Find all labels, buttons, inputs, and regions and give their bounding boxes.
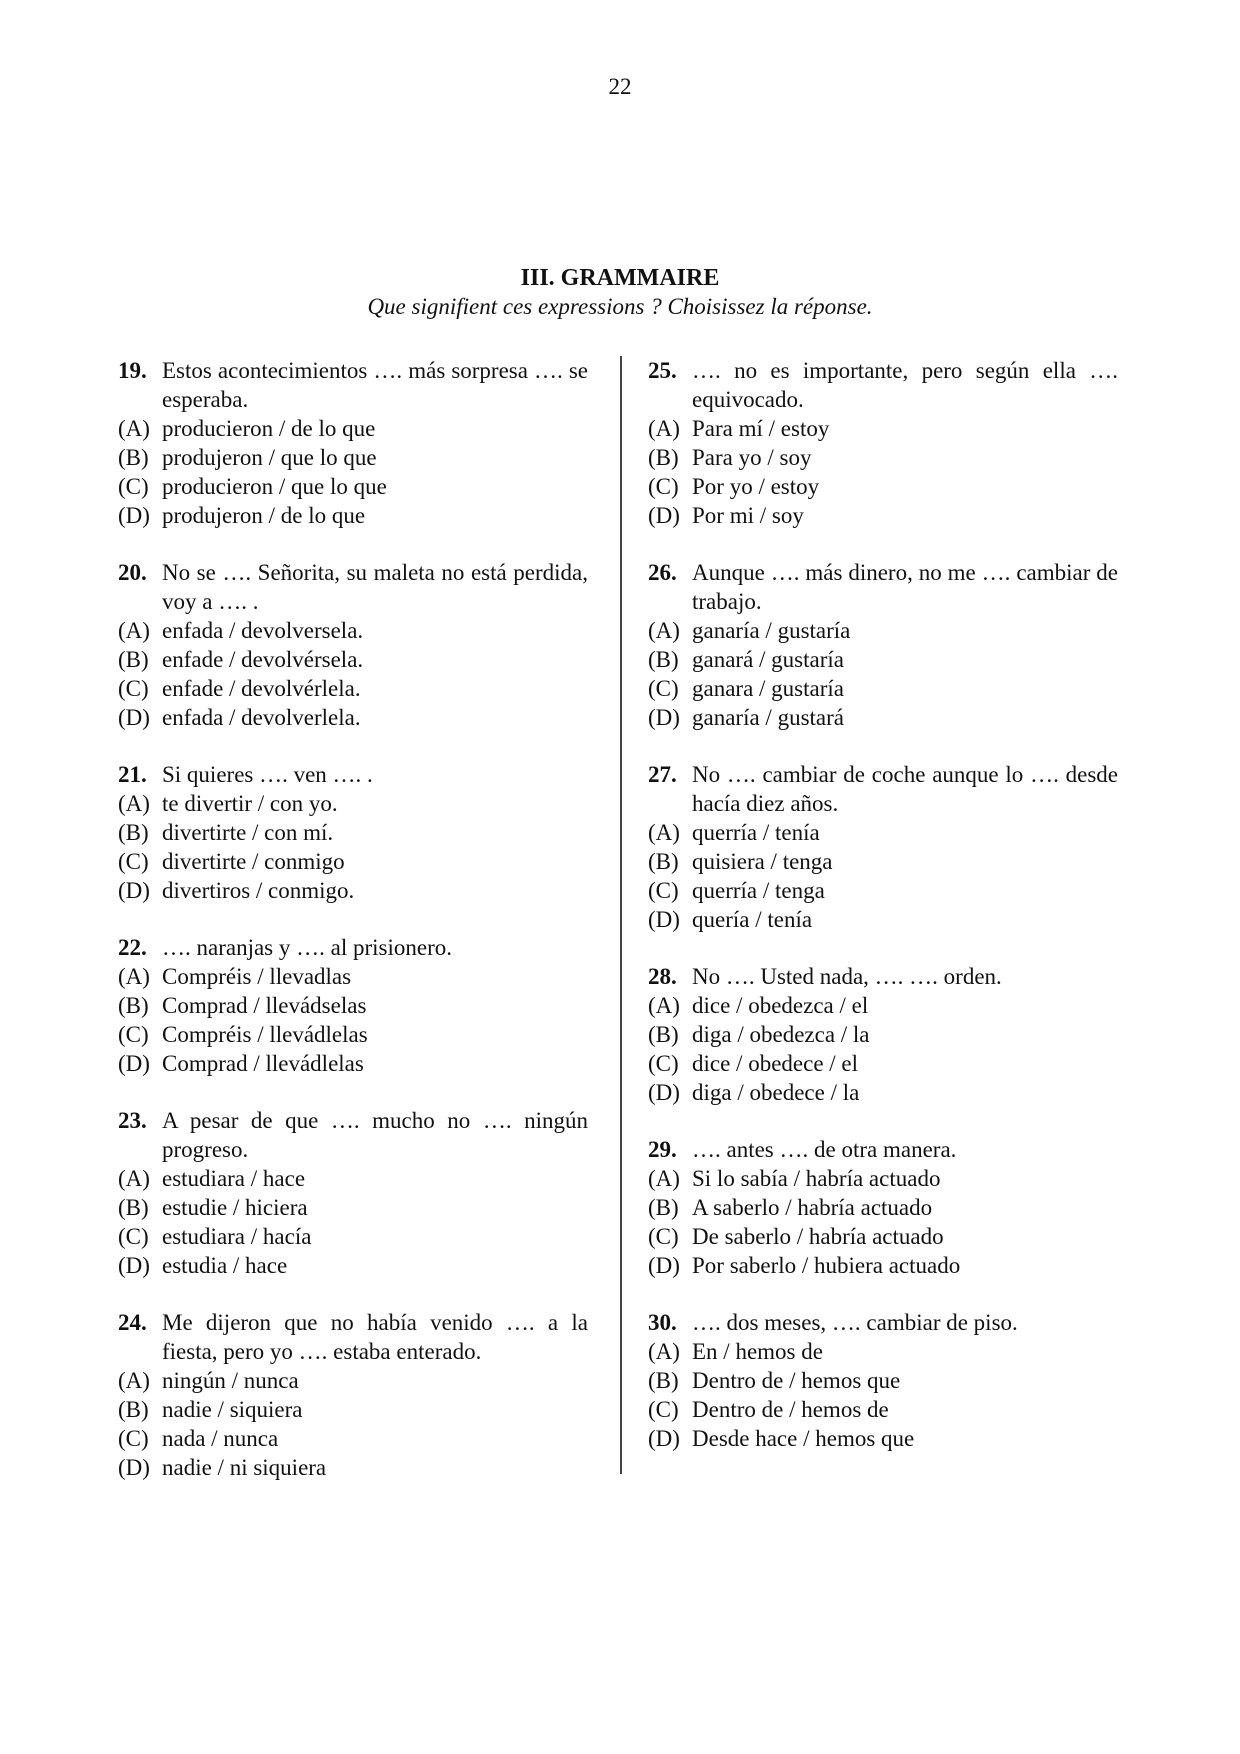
answer-option (648, 1337, 1118, 1366)
option-label: (C) (118, 1022, 149, 1047)
option-label: (B) (648, 445, 679, 470)
question-text: No se …. Señorita, su maleta no está perdida, voy a …. . (162, 560, 588, 614)
question-text: No …. cambiar de coche aunque lo …. desde hacía diez años. (692, 762, 1118, 816)
answer-option (648, 1366, 1118, 1395)
question-block (118, 933, 588, 1078)
answer-option (648, 674, 1118, 703)
answer-option (648, 1395, 1118, 1424)
option-label: (B) (118, 1397, 149, 1422)
option-text: quisiera / tenga (692, 849, 833, 874)
question-stem (118, 1106, 588, 1164)
right-question-column (648, 356, 1118, 1481)
question-stem (118, 760, 588, 789)
option-text: Compréis / llevádlelas (162, 1022, 368, 1047)
answer-option (118, 1366, 588, 1395)
option-text: Comprad / llevádlelas (162, 1051, 364, 1076)
question-text: …. no es importante, pero según ella …. equivocado. (692, 358, 1118, 412)
column-divider (620, 356, 622, 1474)
option-label: (C) (118, 676, 149, 701)
question-stem (648, 356, 1118, 414)
answer-option (118, 876, 588, 905)
answer-option (648, 876, 1118, 905)
question-block (648, 558, 1118, 732)
answer-option (118, 1251, 588, 1280)
option-text: dice / obedezca / el (692, 993, 869, 1018)
option-label: (C) (118, 1224, 149, 1249)
answer-option (648, 1222, 1118, 1251)
option-text: Si lo sabía / habría actuado (692, 1166, 941, 1191)
option-text: Para mí / estoy (692, 416, 830, 441)
option-text: producieron / de lo que (162, 416, 376, 441)
question-text: …. dos meses, …. cambiar de piso. (692, 1310, 1018, 1335)
left-question-column (118, 356, 588, 1510)
option-text: Para yo / soy (692, 445, 812, 470)
question-stem (118, 933, 588, 962)
option-label: (A) (648, 993, 680, 1018)
question-stem (118, 356, 588, 414)
answer-option (648, 1078, 1118, 1107)
answer-option (648, 991, 1118, 1020)
option-label: (D) (118, 1051, 150, 1076)
answer-option (648, 1049, 1118, 1078)
answer-option (648, 1020, 1118, 1049)
option-label: (D) (118, 1253, 150, 1278)
answer-option (118, 789, 588, 818)
answer-option (118, 616, 588, 645)
answer-option (648, 472, 1118, 501)
question-text: …. naranjas y …. al prisionero. (162, 935, 452, 960)
option-label: (D) (648, 1426, 680, 1451)
question-number: 26. (648, 560, 677, 585)
option-text: estudiara / hacía (162, 1224, 312, 1249)
option-label: (A) (648, 618, 680, 643)
option-text: Compréis / llevadlas (162, 964, 352, 989)
page-number: 22 (608, 74, 632, 99)
answer-option (118, 1164, 588, 1193)
option-label: (B) (648, 1022, 679, 1047)
option-text: estudie / hiciera (162, 1195, 308, 1220)
option-text: Dentro de / hemos de (692, 1397, 889, 1422)
question-block (648, 1308, 1118, 1453)
option-label: (D) (648, 705, 680, 730)
question-stem (118, 1308, 588, 1366)
answer-option (118, 501, 588, 530)
option-label: (C) (648, 878, 679, 903)
option-text: Por yo / estoy (692, 474, 820, 499)
option-label: (C) (648, 676, 679, 701)
option-label: (B) (118, 820, 149, 845)
question-stem (118, 558, 588, 616)
question-stem (648, 760, 1118, 818)
question-stem (648, 1308, 1118, 1337)
answer-option (648, 616, 1118, 645)
answer-option (648, 501, 1118, 530)
answer-option (648, 645, 1118, 674)
option-label: (C) (648, 1397, 679, 1422)
option-text: diga / obedece / la (692, 1080, 860, 1105)
option-text: ganara / gustaría (692, 676, 844, 701)
question-number: 20. (118, 560, 147, 585)
answer-option (118, 818, 588, 847)
option-label: (A) (118, 964, 150, 989)
question-stem (648, 962, 1118, 991)
option-text: estudia / hace (162, 1253, 288, 1278)
option-label: (D) (118, 878, 150, 903)
question-block (118, 760, 588, 905)
answer-option (118, 1193, 588, 1222)
option-label: (A) (118, 618, 150, 643)
answer-option (648, 1164, 1118, 1193)
option-label: (C) (118, 1426, 149, 1451)
option-text: A saberlo / habría actuado (692, 1195, 933, 1220)
option-label: (C) (118, 474, 149, 499)
option-label: (A) (118, 1166, 150, 1191)
question-block (118, 558, 588, 732)
question-text: Aunque …. más dinero, no me …. cambiar de trabajo. (692, 560, 1118, 614)
question-number: 19. (118, 358, 147, 383)
question-block (118, 1106, 588, 1280)
option-label: (A) (118, 791, 150, 816)
option-label: (B) (118, 993, 149, 1018)
option-text: enfade / devolvérlela. (162, 676, 361, 701)
option-text: enfada / devolverlela. (162, 705, 361, 730)
option-text: querría / tenía (692, 820, 820, 845)
answer-option (118, 1424, 588, 1453)
answer-option (118, 1049, 588, 1078)
answer-option (648, 905, 1118, 934)
option-text: nadie / siquiera (162, 1397, 303, 1422)
question-block (648, 962, 1118, 1107)
question-block (118, 1308, 588, 1482)
option-label: (A) (118, 1368, 150, 1393)
question-block (648, 356, 1118, 530)
option-label: (B) (118, 445, 149, 470)
answer-option (648, 414, 1118, 443)
option-label: (A) (648, 820, 680, 845)
question-number: 22. (118, 935, 147, 960)
answer-option (648, 1193, 1118, 1222)
answer-option (648, 1251, 1118, 1280)
option-label: (B) (648, 1368, 679, 1393)
option-label: (C) (648, 1224, 679, 1249)
question-block (118, 356, 588, 530)
option-label: (B) (648, 647, 679, 672)
option-text: nada / nunca (162, 1426, 279, 1451)
question-number: 23. (118, 1108, 147, 1133)
option-text: nadie / ni siquiera (162, 1455, 327, 1480)
question-number: 28. (648, 964, 677, 989)
answer-option (118, 1453, 588, 1482)
option-text: estudiara / hace (162, 1166, 306, 1191)
option-text: produjeron / que lo que (162, 445, 377, 470)
option-label: (B) (118, 1195, 149, 1220)
option-label: (A) (648, 416, 680, 441)
option-text: producieron / que lo que (162, 474, 387, 499)
option-text: Dentro de / hemos que (692, 1368, 901, 1393)
answer-option (118, 1222, 588, 1251)
option-label: (C) (118, 849, 149, 874)
question-number: 27. (648, 762, 677, 787)
option-label: (B) (648, 849, 679, 874)
option-label: (D) (648, 907, 680, 932)
option-text: Por saberlo / hubiera actuado (692, 1253, 961, 1278)
option-label: (D) (118, 1455, 150, 1480)
question-text: …. antes …. de otra manera. (692, 1137, 957, 1162)
answer-option (648, 818, 1118, 847)
question-block (648, 760, 1118, 934)
section-title: III. GRAMMAIRE (520, 265, 720, 291)
option-text: En / hemos de (692, 1339, 823, 1364)
option-label: (C) (648, 474, 679, 499)
option-text: ganaría / gustaría (692, 618, 851, 643)
answer-option (648, 1424, 1118, 1453)
answer-option (118, 472, 588, 501)
question-number: 21. (118, 762, 147, 787)
answer-option (118, 703, 588, 732)
option-text: divertirte / con mí. (162, 820, 334, 845)
answer-option (118, 847, 588, 876)
answer-option (118, 1020, 588, 1049)
option-text: quería / tenía (692, 907, 813, 932)
option-label: (C) (648, 1051, 679, 1076)
option-text: divertiros / conmigo. (162, 878, 355, 903)
option-text: enfada / devolversela. (162, 618, 364, 643)
option-text: enfade / devolvérsela. (162, 647, 364, 672)
option-text: ganará / gustaría (692, 647, 844, 672)
option-label: (A) (118, 416, 150, 441)
option-label: (D) (118, 705, 150, 730)
option-text: Comprad / llevádselas (162, 993, 367, 1018)
answer-option (648, 703, 1118, 732)
option-text: divertirte / conmigo (162, 849, 345, 874)
answer-option (118, 414, 588, 443)
question-block (648, 1135, 1118, 1280)
option-text: querría / tenga (692, 878, 825, 903)
answer-option (118, 645, 588, 674)
question-text: Me dijeron que no había venido …. a la fiesta, pero yo …. estaba enterado. (162, 1310, 588, 1364)
question-text: Estos acontecimientos …. más sorpresa …. se esperaba. (162, 358, 588, 412)
question-text: Si quieres …. ven …. . (162, 762, 373, 787)
answer-option (118, 991, 588, 1020)
option-label: (D) (648, 503, 680, 528)
option-text: ganaría / gustará (692, 705, 844, 730)
answer-option (118, 674, 588, 703)
option-label: (B) (648, 1195, 679, 1220)
option-text: Desde hace / hemos que (692, 1426, 915, 1451)
option-label: (D) (118, 503, 150, 528)
answer-option (648, 847, 1118, 876)
option-text: Por mi / soy (692, 503, 804, 528)
option-text: De saberlo / habría actuado (692, 1224, 944, 1249)
answer-option (118, 443, 588, 472)
question-number: 30. (648, 1310, 677, 1335)
answer-option (648, 443, 1118, 472)
option-label: (A) (648, 1166, 680, 1191)
option-text: ningún / nunca (162, 1368, 299, 1393)
option-text: diga / obedezca / la (692, 1022, 870, 1047)
option-label: (D) (648, 1253, 680, 1278)
option-text: produjeron / de lo que (162, 503, 366, 528)
option-label: (B) (118, 647, 149, 672)
question-number: 29. (648, 1137, 677, 1162)
option-label: (A) (648, 1339, 680, 1364)
question-number: 25. (648, 358, 677, 383)
section-instructions: Que signifient ces expressions ? Choisissez la réponse. (367, 294, 873, 319)
answer-option (118, 962, 588, 991)
option-label: (D) (648, 1080, 680, 1105)
option-text: te divertir / con yo. (162, 791, 338, 816)
question-text: A pesar de que …. mucho no …. ningún progreso. (162, 1108, 588, 1162)
answer-option (118, 1395, 588, 1424)
option-text: dice / obedece / el (692, 1051, 859, 1076)
question-text: No …. Usted nada, …. …. orden. (692, 964, 1002, 989)
question-stem (648, 1135, 1118, 1164)
question-stem (648, 558, 1118, 616)
question-number: 24. (118, 1310, 147, 1335)
